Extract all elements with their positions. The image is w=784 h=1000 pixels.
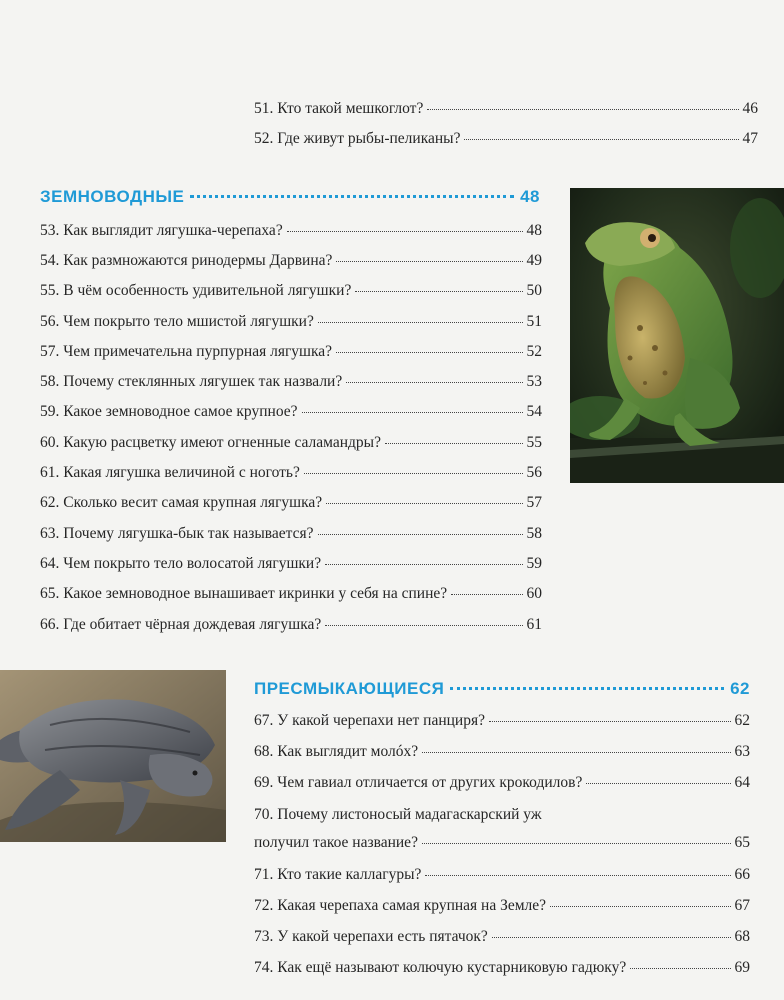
toc-entry-59[interactable] <box>40 401 542 423</box>
section-page: 48 <box>520 187 540 206</box>
entry-page: 58 <box>526 525 542 542</box>
section-title: ПРЕСМЫКАЮЩИЕСЯ <box>254 679 445 698</box>
toc-entry-62[interactable] <box>40 492 542 514</box>
entry-page: 52 <box>526 343 542 360</box>
toc-entry-57[interactable] <box>40 341 542 363</box>
entry-page: 66 <box>734 866 750 883</box>
entry-page: 59 <box>526 555 542 572</box>
toc-entry-53[interactable] <box>40 220 542 242</box>
toc-entry-71[interactable] <box>254 864 750 886</box>
entry-page: 48 <box>526 222 542 239</box>
entry-page: 68 <box>734 928 750 945</box>
entry-title: 59. Какое земноводное самое крупное? <box>40 403 298 420</box>
entry-title: 61. Какая лягушка величиной с ноготь? <box>40 464 300 481</box>
toc-entry-52[interactable] <box>254 128 758 150</box>
entry-title: 56. Чем покрыто тело мшистой лягушки? <box>40 313 314 330</box>
entry-page: 47 <box>742 130 758 147</box>
toc-entry-63[interactable] <box>40 523 542 545</box>
entry-page: 49 <box>526 252 542 269</box>
entry-page: 51 <box>526 313 542 330</box>
entry-title: 71. Кто такие каллагуры? <box>254 866 422 883</box>
section-title: ЗЕМНОВОДНЫЕ <box>40 187 185 206</box>
entry-title: 73. У какой черепахи есть пятачок? <box>254 928 488 945</box>
entry-page: 69 <box>734 959 750 976</box>
section-heading-amphibians[interactable] <box>40 187 540 207</box>
entry-page: 57 <box>526 494 542 511</box>
entry-page: 55 <box>526 434 542 451</box>
entry-title: 52. Где живут рыбы-пеликаны? <box>254 130 461 147</box>
toc-entry-72[interactable] <box>254 895 750 917</box>
entry-title: 57. Чем примечательна пурпурная лягушка? <box>40 343 333 360</box>
entry-page: 46 <box>742 100 758 117</box>
entry-page: 60 <box>526 585 542 602</box>
toc-entry-51[interactable] <box>254 98 758 120</box>
entry-title: 58. Почему стеклянных лягушек так назвали? <box>40 373 343 390</box>
entry-page: 67 <box>734 897 750 914</box>
toc-entry-55[interactable] <box>40 280 542 302</box>
entry-title: 74. Как ещё называют колючую кустарниковую гадюку? <box>254 959 627 976</box>
frog-illustration <box>570 188 784 483</box>
toc-entry-67[interactable] <box>254 710 750 732</box>
toc-entry-66[interactable] <box>40 614 542 636</box>
entry-title: 62. Сколько весит самая крупная лягушка? <box>40 494 323 511</box>
entry-page: 53 <box>526 373 542 390</box>
entry-page: 56 <box>526 464 542 481</box>
entry-title: 53. Как выглядит лягушка-черепаха? <box>40 222 283 239</box>
toc-entry-60[interactable] <box>40 432 542 454</box>
entry-page: 61 <box>526 616 542 633</box>
entry-page: 64 <box>734 774 750 791</box>
entry-title: 69. Чем гавиал отличается от других крокодилов? <box>254 774 583 791</box>
entry-page: 54 <box>526 403 542 420</box>
toc-entry-61[interactable] <box>40 462 542 484</box>
entry-page: 62 <box>734 712 750 729</box>
entry-title: 51. Кто такой мешкоглот? <box>254 100 424 117</box>
toc-entry-74[interactable] <box>254 957 750 979</box>
entry-title: 64. Чем покрыто тело волосатой лягушки? <box>40 555 322 572</box>
entry-title: 67. У какой черепахи нет панциря? <box>254 712 485 729</box>
turtle-illustration <box>0 670 226 842</box>
entry-title: 66. Где обитает чёрная дождевая лягушка? <box>40 616 322 633</box>
toc-entry-54[interactable] <box>40 250 542 272</box>
toc-entry-64[interactable] <box>40 553 542 575</box>
toc-entry-65[interactable] <box>40 583 542 605</box>
entry-page: 65 <box>734 834 750 851</box>
entry-title: получил такое название? <box>254 834 418 851</box>
entry-title: 54. Как размножаются ринодермы Дарвина? <box>40 252 333 269</box>
toc-entry-58[interactable] <box>40 371 542 393</box>
entry-page: 50 <box>526 282 542 299</box>
toc-entry-56[interactable] <box>40 311 542 333</box>
entry-title: 63. Почему лягушка-бык так называется? <box>40 525 314 542</box>
entry-title: 72. Какая черепаха самая крупная на Земле? <box>254 897 547 914</box>
entry-title: 68. Как выглядит молóх? <box>254 743 419 760</box>
entry-title: 60. Какую расцветку имеют огненные саламандры? <box>40 434 381 451</box>
entry-page: 63 <box>734 743 750 760</box>
section-page: 62 <box>730 679 750 698</box>
toc-entry-70[interactable] <box>254 832 750 854</box>
entry-title: 65. Какое земноводное вынашивает икринки у себя на спине? <box>40 585 448 602</box>
entry-title: 55. В чём особенность удивительной лягушки? <box>40 282 352 299</box>
toc-entry-70-line1[interactable]: 70. Почему листоносый мадагаскарский уж <box>254 806 542 823</box>
toc-entry-68[interactable] <box>254 741 750 763</box>
toc-entry-69[interactable] <box>254 772 750 794</box>
toc-entry-73[interactable] <box>254 926 750 948</box>
section-heading-reptiles[interactable] <box>254 679 750 699</box>
